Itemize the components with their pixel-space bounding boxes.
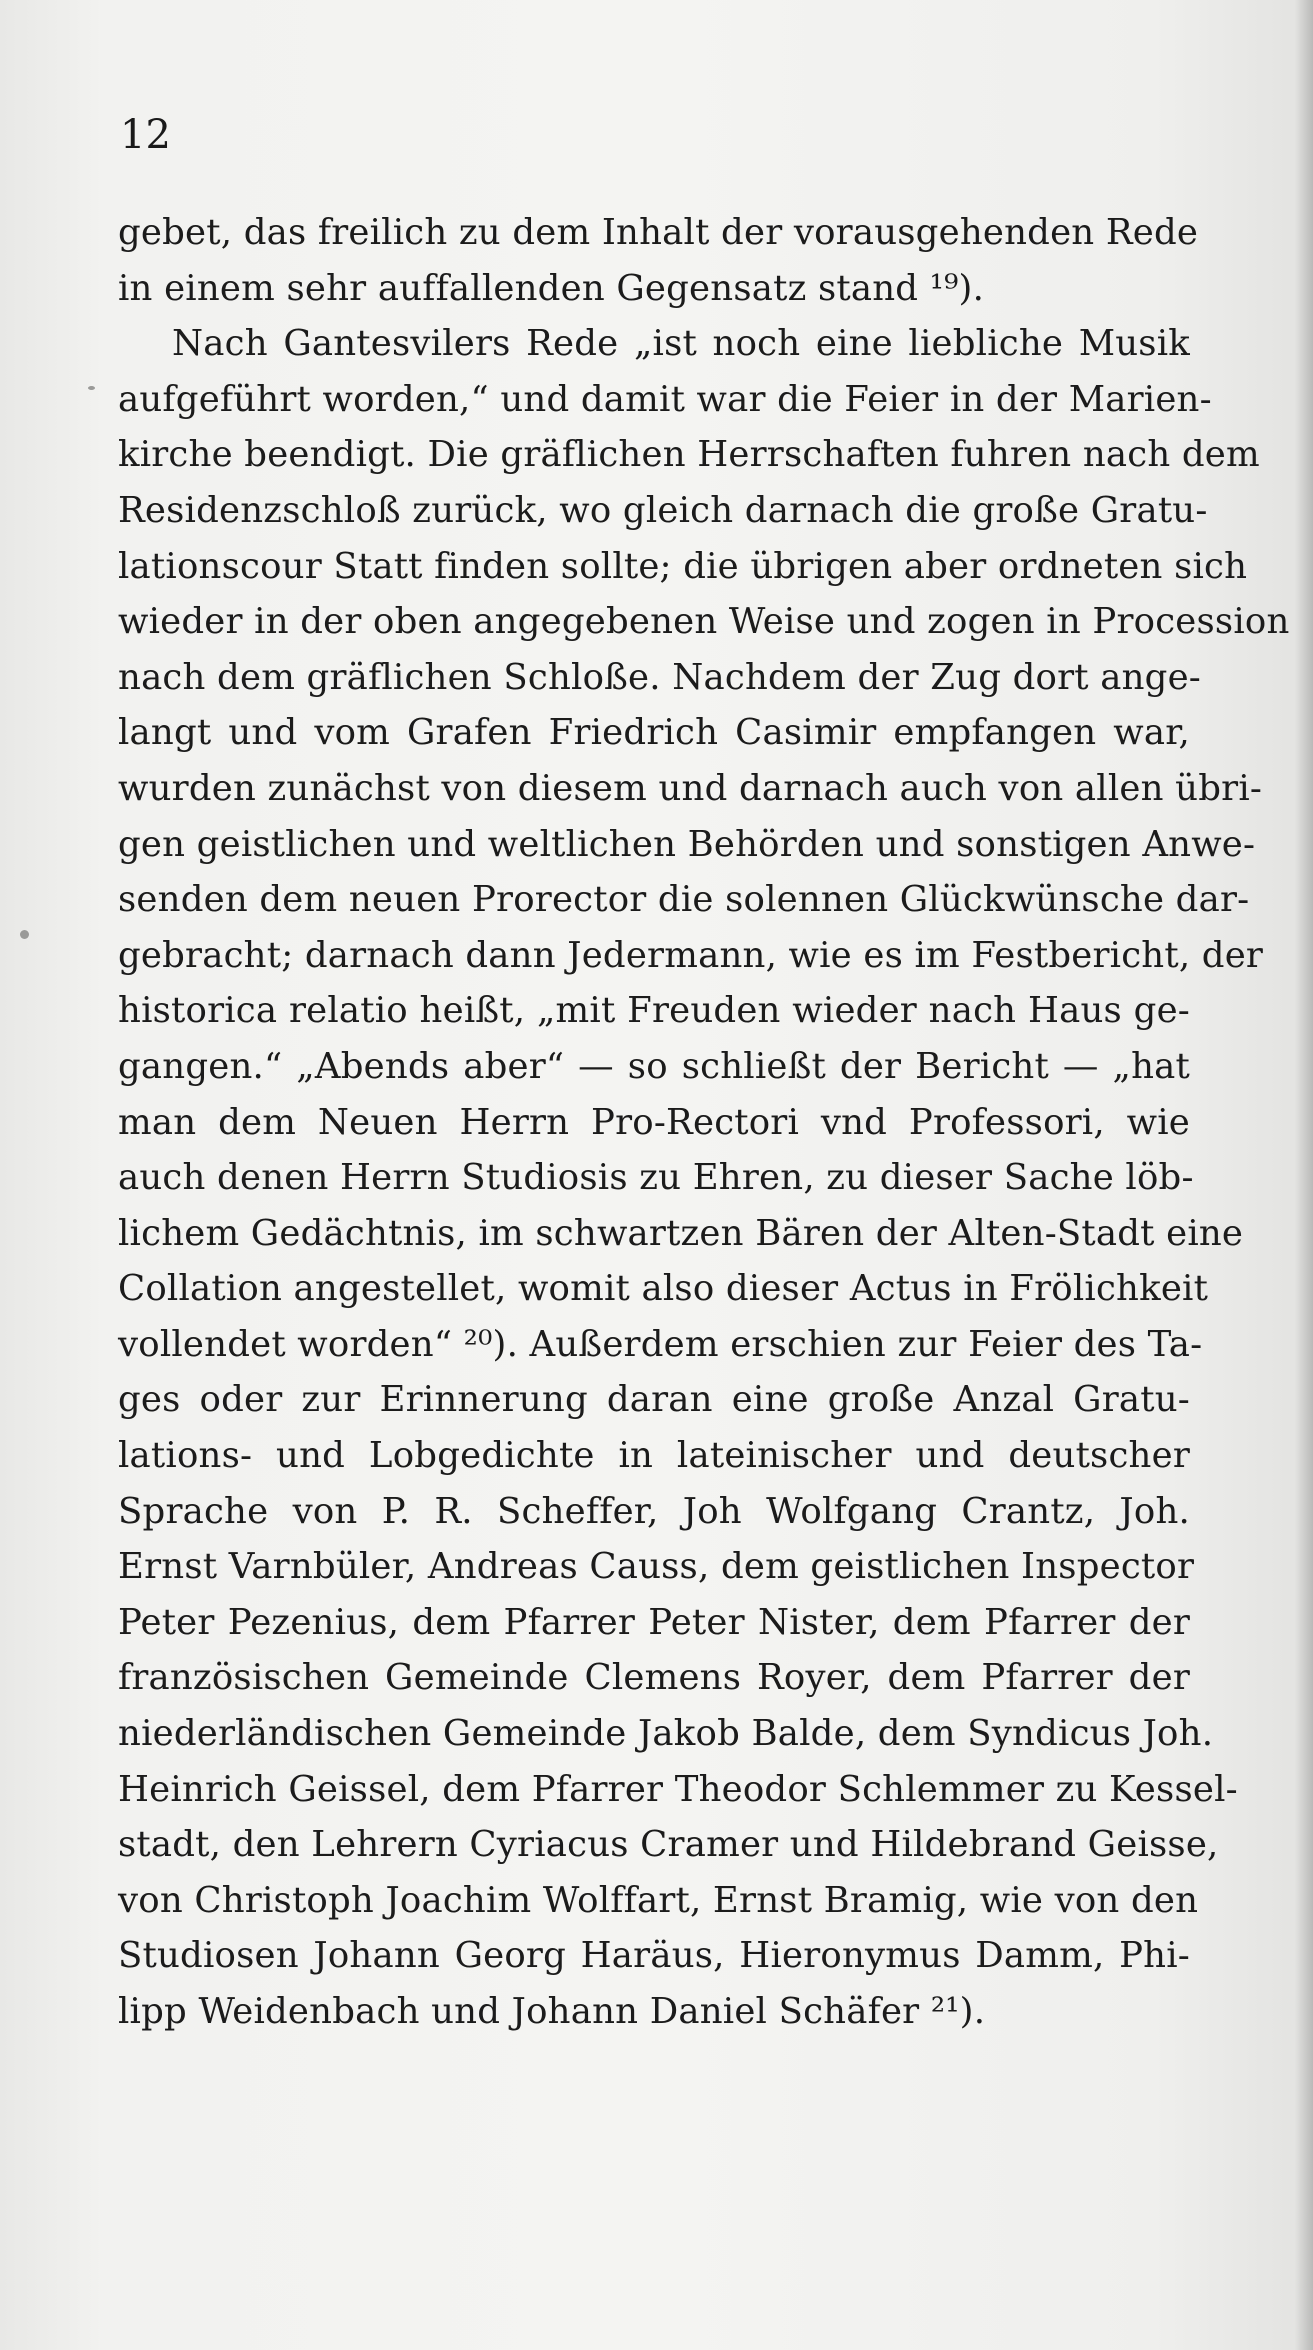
page-edge-shadow <box>1295 0 1313 2350</box>
text-line: französischen Gemeinde Clemens Royer, dem Pfarrer der <box>118 1657 1190 1699</box>
text-line: auch denen Herrn Studiosis zu Ehren, zu dieser Sache löb- <box>118 1157 1194 1199</box>
body-text <box>118 205 1290 2040</box>
text-line: lipp Weidenbach und Johann Daniel Schäfer ²¹). <box>118 1991 986 2032</box>
text-line: aufgeführt worden,“ und damit war die Feier in der Marien- <box>118 378 1212 420</box>
text-line: langt und vom Grafen Friedrich Casimir empfangen war, <box>118 712 1190 754</box>
text-line: Studiosen Johann Georg Haräus, Hieronymus Damm, Phi- <box>118 1935 1190 1977</box>
text-line: stadt, den Lehrern Cyriacus Cramer und Hildebrand Geisse, <box>118 1824 1219 1866</box>
text-line: Peter Pezenius, dem Pfarrer Peter Nister, dem Pfarrer der <box>118 1601 1190 1643</box>
text-line: historica relatio heißt, „mit Freuden wieder nach Haus ge- <box>118 990 1190 1032</box>
text-line: in einem sehr auffallenden Gegensatz stand ¹⁹). <box>118 267 985 309</box>
text-line: senden dem neuen Prorector die solennen Glückwünsche dar- <box>118 879 1250 921</box>
text-line: gen geistlichen und weltlichen Behörden und sonstigen Anwe- <box>118 823 1256 865</box>
text-line: Collation angestellet, womit also dieser Actus in Frölichkeit <box>118 1268 1209 1310</box>
text-line: Heinrich Geissel, dem Pfarrer Theodor Schlemmer zu Kessel- <box>118 1768 1238 1810</box>
text-line: wurden zunächst von diesem und darnach auch von allen übri- <box>118 767 1263 809</box>
text-line: Sprache von P. R. Scheffer, Joh Wolfgang Crantz, Joh. <box>118 1490 1190 1532</box>
text-line: wieder in der oben angegebenen Weise und zogen in Procession <box>118 601 1290 643</box>
paper-speck <box>20 930 29 939</box>
text-line: ges oder zur Erinnerung daran eine große Anzal Gratu- <box>118 1379 1190 1421</box>
page-number: 12 <box>120 112 171 158</box>
text-line: lations- und Lobgedichte in lateinischer und deutscher <box>118 1435 1190 1477</box>
text-line: Residenzschloß zurück, wo gleich darnach die große Gratu- <box>118 489 1208 531</box>
text-line: von Christoph Joachim Wolffart, Ernst Bramig, wie von den <box>118 1879 1199 1921</box>
paper-speck <box>88 386 95 390</box>
text-line: vollendet worden“ ²⁰). Außerdem erschien zur Feier des Ta- <box>118 1323 1203 1365</box>
text-line: gebracht; darnach dann Jedermann, wie es im Festbericht, der <box>118 934 1264 976</box>
text-line: gangen.“ „Abends aber“ — so schließt der Bericht — „hat <box>118 1045 1190 1087</box>
text-line: nach dem gräflichen Schloße. Nachdem der Zug dort ange- <box>118 656 1201 698</box>
text-line: Ernst Varnbüler, Andreas Causs, dem geistlichen Inspector <box>118 1546 1195 1588</box>
text-line: kirche beendigt. Die gräflichen Herrschaften fuhren nach dem <box>118 434 1260 476</box>
text-line: Nach Gantesvilers Rede „ist noch eine liebliche Musik <box>172 323 1190 365</box>
text-line: man dem Neuen Herrn Pro-Rectori vnd Professori, wie <box>118 1101 1190 1143</box>
text-line: niederländischen Gemeinde Jakob Balde, dem Syndicus Joh. <box>118 1713 1214 1755</box>
text-line: gebet, das freilich zu dem Inhalt der vorausgehenden Rede <box>118 212 1199 253</box>
text-line: lationscour Statt finden sollte; die übrigen aber ordneten sich <box>118 545 1248 587</box>
text-line: lichem Gedächtnis, im schwartzen Bären der Alten-Stadt eine <box>118 1212 1244 1254</box>
